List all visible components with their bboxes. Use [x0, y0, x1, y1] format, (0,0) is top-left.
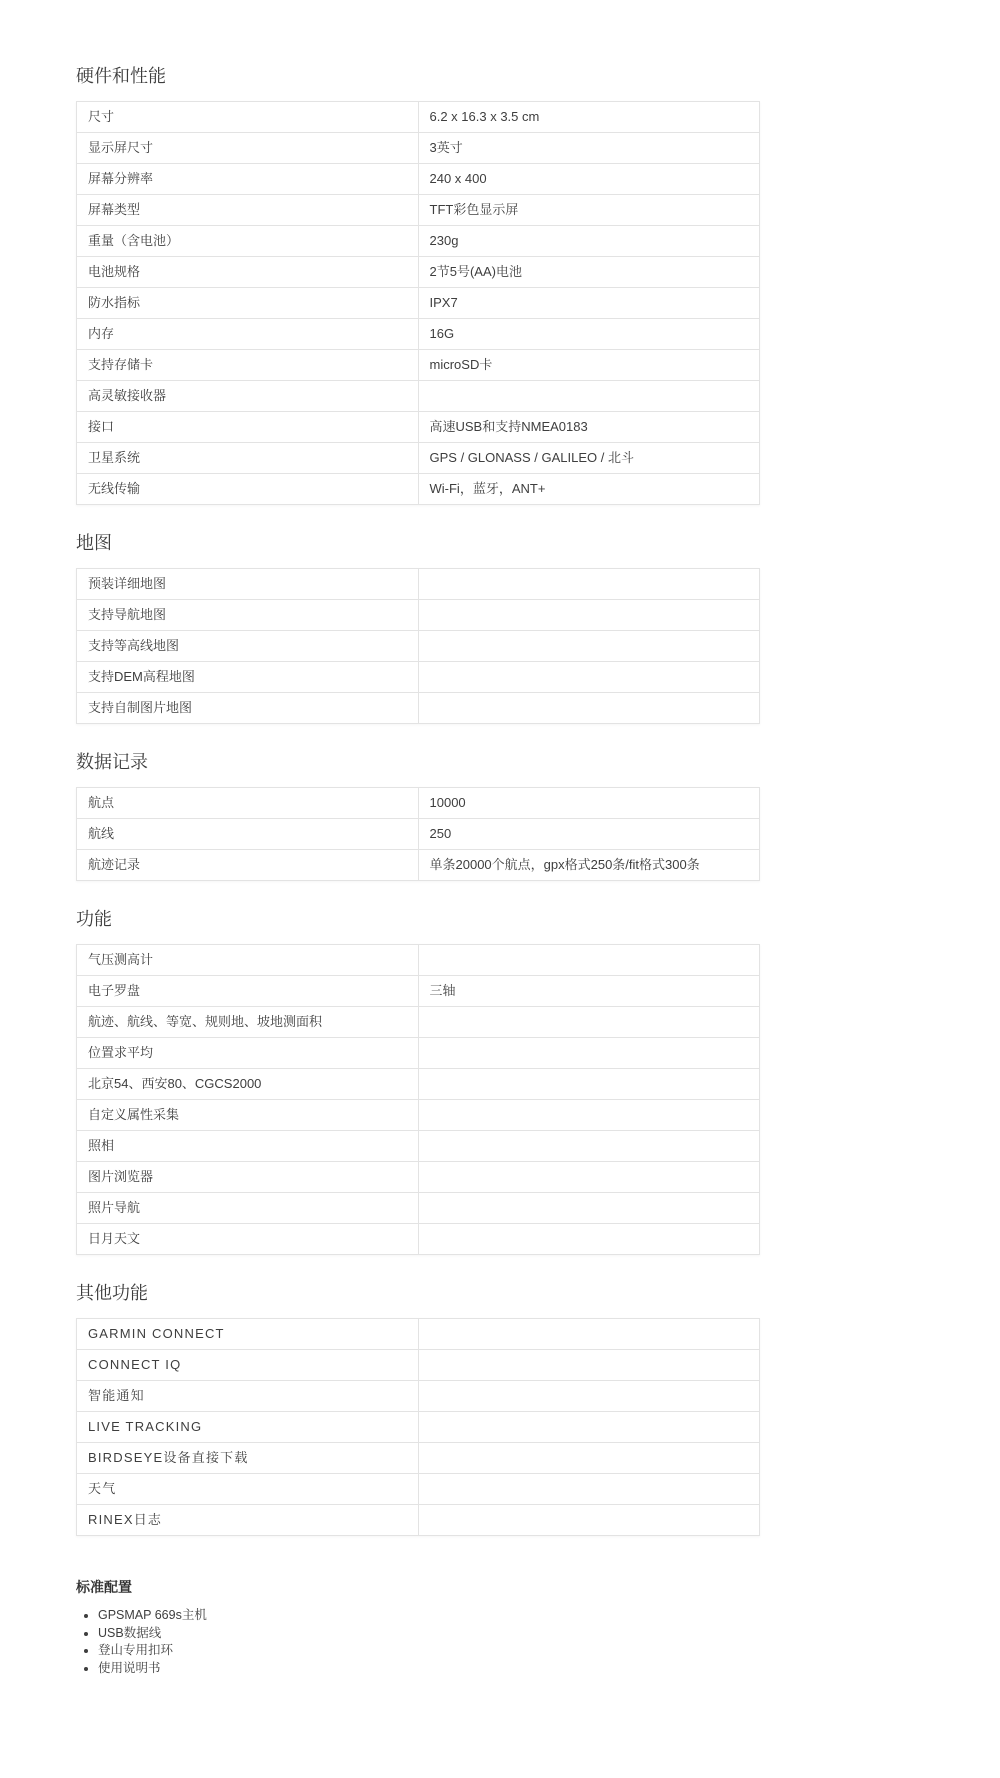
- spec-label-cell: 重量（含电池）: [77, 226, 419, 257]
- spec-value-cell: [418, 1505, 760, 1536]
- spec-value-cell: [418, 1069, 760, 1100]
- spec-label-cell: 尺寸: [77, 102, 419, 133]
- spec-label-cell: 航点: [77, 788, 419, 819]
- spec-label-cell: 日月天文: [77, 1224, 419, 1255]
- spec-table-row: [77, 381, 760, 412]
- spec-value-cell: 三轴: [418, 976, 760, 1007]
- spec-value-cell: [418, 569, 760, 600]
- spec-value-cell: [418, 1100, 760, 1131]
- spec-label-cell: 支持导航地图: [77, 600, 419, 631]
- spec-label-cell: 接口: [77, 412, 419, 443]
- spec-table-row: [77, 102, 760, 133]
- spec-label-cell: 内存: [77, 319, 419, 350]
- spec-table-row: [77, 1224, 760, 1255]
- spec-sections: [76, 64, 760, 1536]
- spec-section: [76, 64, 760, 505]
- spec-value-cell: [418, 600, 760, 631]
- spec-value-cell: [418, 381, 760, 412]
- spec-value-cell: [418, 1131, 760, 1162]
- spec-value-cell: [418, 1038, 760, 1069]
- spec-label-cell: RINEX日志: [77, 1505, 419, 1536]
- spec-label-cell: LIVE TRACKING: [77, 1412, 419, 1443]
- standard-config-item: • GPSMAP 669s主机: [98, 1607, 760, 1625]
- spec-section: [76, 531, 760, 724]
- spec-table-row: [77, 850, 760, 881]
- spec-section: [76, 907, 760, 1255]
- spec-table-row: [77, 226, 760, 257]
- section-title: 地图: [76, 533, 112, 553]
- spec-label-cell: 自定义属性采集: [77, 1100, 419, 1131]
- spec-label-cell: 电子罗盘: [77, 976, 419, 1007]
- spec-label-cell: 屏幕类型: [77, 195, 419, 226]
- spec-value-cell: [418, 1007, 760, 1038]
- spec-table-row: [77, 1131, 760, 1162]
- spec-table-row: [77, 631, 760, 662]
- spec-label-cell: BIRDSEYE设备直接下载: [77, 1443, 419, 1474]
- spec-table-row: [77, 1038, 760, 1069]
- spec-label-cell: GARMIN CONNECT: [77, 1319, 419, 1350]
- spec-label-cell: 航迹记录: [77, 850, 419, 881]
- standard-config-item: • USB数据线: [98, 1625, 760, 1643]
- spec-section: [76, 1281, 760, 1536]
- spec-value-cell: TFT彩色显示屏: [418, 195, 760, 226]
- spec-label-cell: 卫星系统: [77, 443, 419, 474]
- standard-config-title: 标准配置: [76, 1579, 132, 1595]
- spec-value-cell: [418, 1381, 760, 1412]
- spec-table-row: [77, 319, 760, 350]
- spec-table-row: [77, 164, 760, 195]
- spec-label-cell: 预装详细地图: [77, 569, 419, 600]
- section-title: 硬件和性能: [76, 66, 166, 86]
- spec-label-cell: 智能通知: [77, 1381, 419, 1412]
- section-title: 功能: [76, 909, 112, 929]
- spec-label-cell: 气压测高计: [77, 945, 419, 976]
- spec-value-cell: 单条20000个航点，gpx格式250条/fit格式300条: [418, 850, 760, 881]
- spec-table: [76, 101, 760, 505]
- spec-label-cell: CONNECT IQ: [77, 1350, 419, 1381]
- spec-label-cell: 航迹、航线、等宽、规则地、坡地测面积: [77, 1007, 419, 1038]
- spec-value-cell: [418, 1412, 760, 1443]
- standard-config-list: [76, 1607, 760, 1677]
- standard-config-section: [76, 1578, 760, 1677]
- spec-label-cell: 支持DEM高程地图: [77, 662, 419, 693]
- spec-value-cell: GPS / GLONASS / GALILEO / 北斗: [418, 443, 760, 474]
- spec-table: [76, 787, 760, 881]
- spec-label-cell: 无线传输: [77, 474, 419, 505]
- spec-label-cell: 高灵敏接收器: [77, 381, 419, 412]
- spec-table-row: [77, 257, 760, 288]
- spec-value-cell: 6.2 x 16.3 x 3.5 cm: [418, 102, 760, 133]
- section-title: 其他功能: [76, 1283, 148, 1303]
- spec-table-row: [77, 693, 760, 724]
- standard-config-item: • 使用说明书: [98, 1660, 760, 1678]
- spec-table-row: [77, 1350, 760, 1381]
- spec-table-row: [77, 662, 760, 693]
- spec-table-row: [77, 474, 760, 505]
- spec-value-cell: [418, 1193, 760, 1224]
- spec-section: [76, 750, 760, 881]
- spec-value-cell: [418, 1474, 760, 1505]
- spec-table-row: [77, 1505, 760, 1536]
- standard-config-item: • 登山专用扣环: [98, 1642, 760, 1660]
- spec-table-row: [77, 819, 760, 850]
- spec-table-row: [77, 1319, 760, 1350]
- spec-value-cell: [418, 1350, 760, 1381]
- spec-label-cell: 电池规格: [77, 257, 419, 288]
- spec-table-row: [77, 195, 760, 226]
- spec-label-cell: 照相: [77, 1131, 419, 1162]
- spec-table-row: [77, 1100, 760, 1131]
- spec-table-row: [77, 1381, 760, 1412]
- spec-table-row: [77, 288, 760, 319]
- spec-value-cell: [418, 1224, 760, 1255]
- section-title: 数据记录: [76, 752, 148, 772]
- spec-value-cell: [418, 1443, 760, 1474]
- spec-label-cell: 位置求平均: [77, 1038, 419, 1069]
- spec-label-cell: 照片导航: [77, 1193, 419, 1224]
- spec-label-cell: 显示屏尺寸: [77, 133, 419, 164]
- spec-table-row: [77, 133, 760, 164]
- spec-label-cell: 航线: [77, 819, 419, 850]
- spec-label-cell: 屏幕分辨率: [77, 164, 419, 195]
- spec-table-row: [77, 1474, 760, 1505]
- spec-table-row: [77, 350, 760, 381]
- spec-value-cell: 10000: [418, 788, 760, 819]
- spec-label-cell: 支持自制图片地图: [77, 693, 419, 724]
- spec-table-row: [77, 788, 760, 819]
- spec-table-row: [77, 412, 760, 443]
- spec-value-cell: Wi-Fi，蓝牙，ANT+: [418, 474, 760, 505]
- spec-value-cell: 高速USB和支持NMEA0183: [418, 412, 760, 443]
- spec-table: [76, 568, 760, 724]
- spec-value-cell: [418, 1162, 760, 1193]
- spec-label-cell: 支持等高线地图: [77, 631, 419, 662]
- spec-content: [76, 0, 760, 1677]
- spec-table-row: [77, 1162, 760, 1193]
- spec-label-cell: 防水指标: [77, 288, 419, 319]
- spec-value-cell: IPX7: [418, 288, 760, 319]
- spec-table: [76, 1318, 760, 1536]
- spec-table-row: [77, 600, 760, 631]
- spec-value-cell: 2节5号(AA)电池: [418, 257, 760, 288]
- spec-value-cell: 3英寸: [418, 133, 760, 164]
- spec-value-cell: [418, 945, 760, 976]
- spec-value-cell: [418, 662, 760, 693]
- spec-table-row: [77, 1412, 760, 1443]
- spec-table-row: [77, 1007, 760, 1038]
- spec-label-cell: 支持存储卡: [77, 350, 419, 381]
- spec-table-row: [77, 443, 760, 474]
- spec-value-cell: microSD卡: [418, 350, 760, 381]
- spec-value-cell: 250: [418, 819, 760, 850]
- spec-value-cell: [418, 1319, 760, 1350]
- spec-value-cell: [418, 631, 760, 662]
- spec-value-cell: 240 x 400: [418, 164, 760, 195]
- spec-table-row: [77, 1069, 760, 1100]
- spec-table-row: [77, 1443, 760, 1474]
- spec-table-row: [77, 976, 760, 1007]
- spec-table: [76, 944, 760, 1255]
- spec-value-cell: [418, 693, 760, 724]
- spec-label-cell: 北京54、西安80、CGCS2000: [77, 1069, 419, 1100]
- spec-label-cell: 天气: [77, 1474, 419, 1505]
- spec-value-cell: 16G: [418, 319, 760, 350]
- spec-table-row: [77, 1193, 760, 1224]
- spec-table-row: [77, 569, 760, 600]
- spec-value-cell: 230g: [418, 226, 760, 257]
- spec-label-cell: 图片浏览器: [77, 1162, 419, 1193]
- spec-table-row: [77, 945, 760, 976]
